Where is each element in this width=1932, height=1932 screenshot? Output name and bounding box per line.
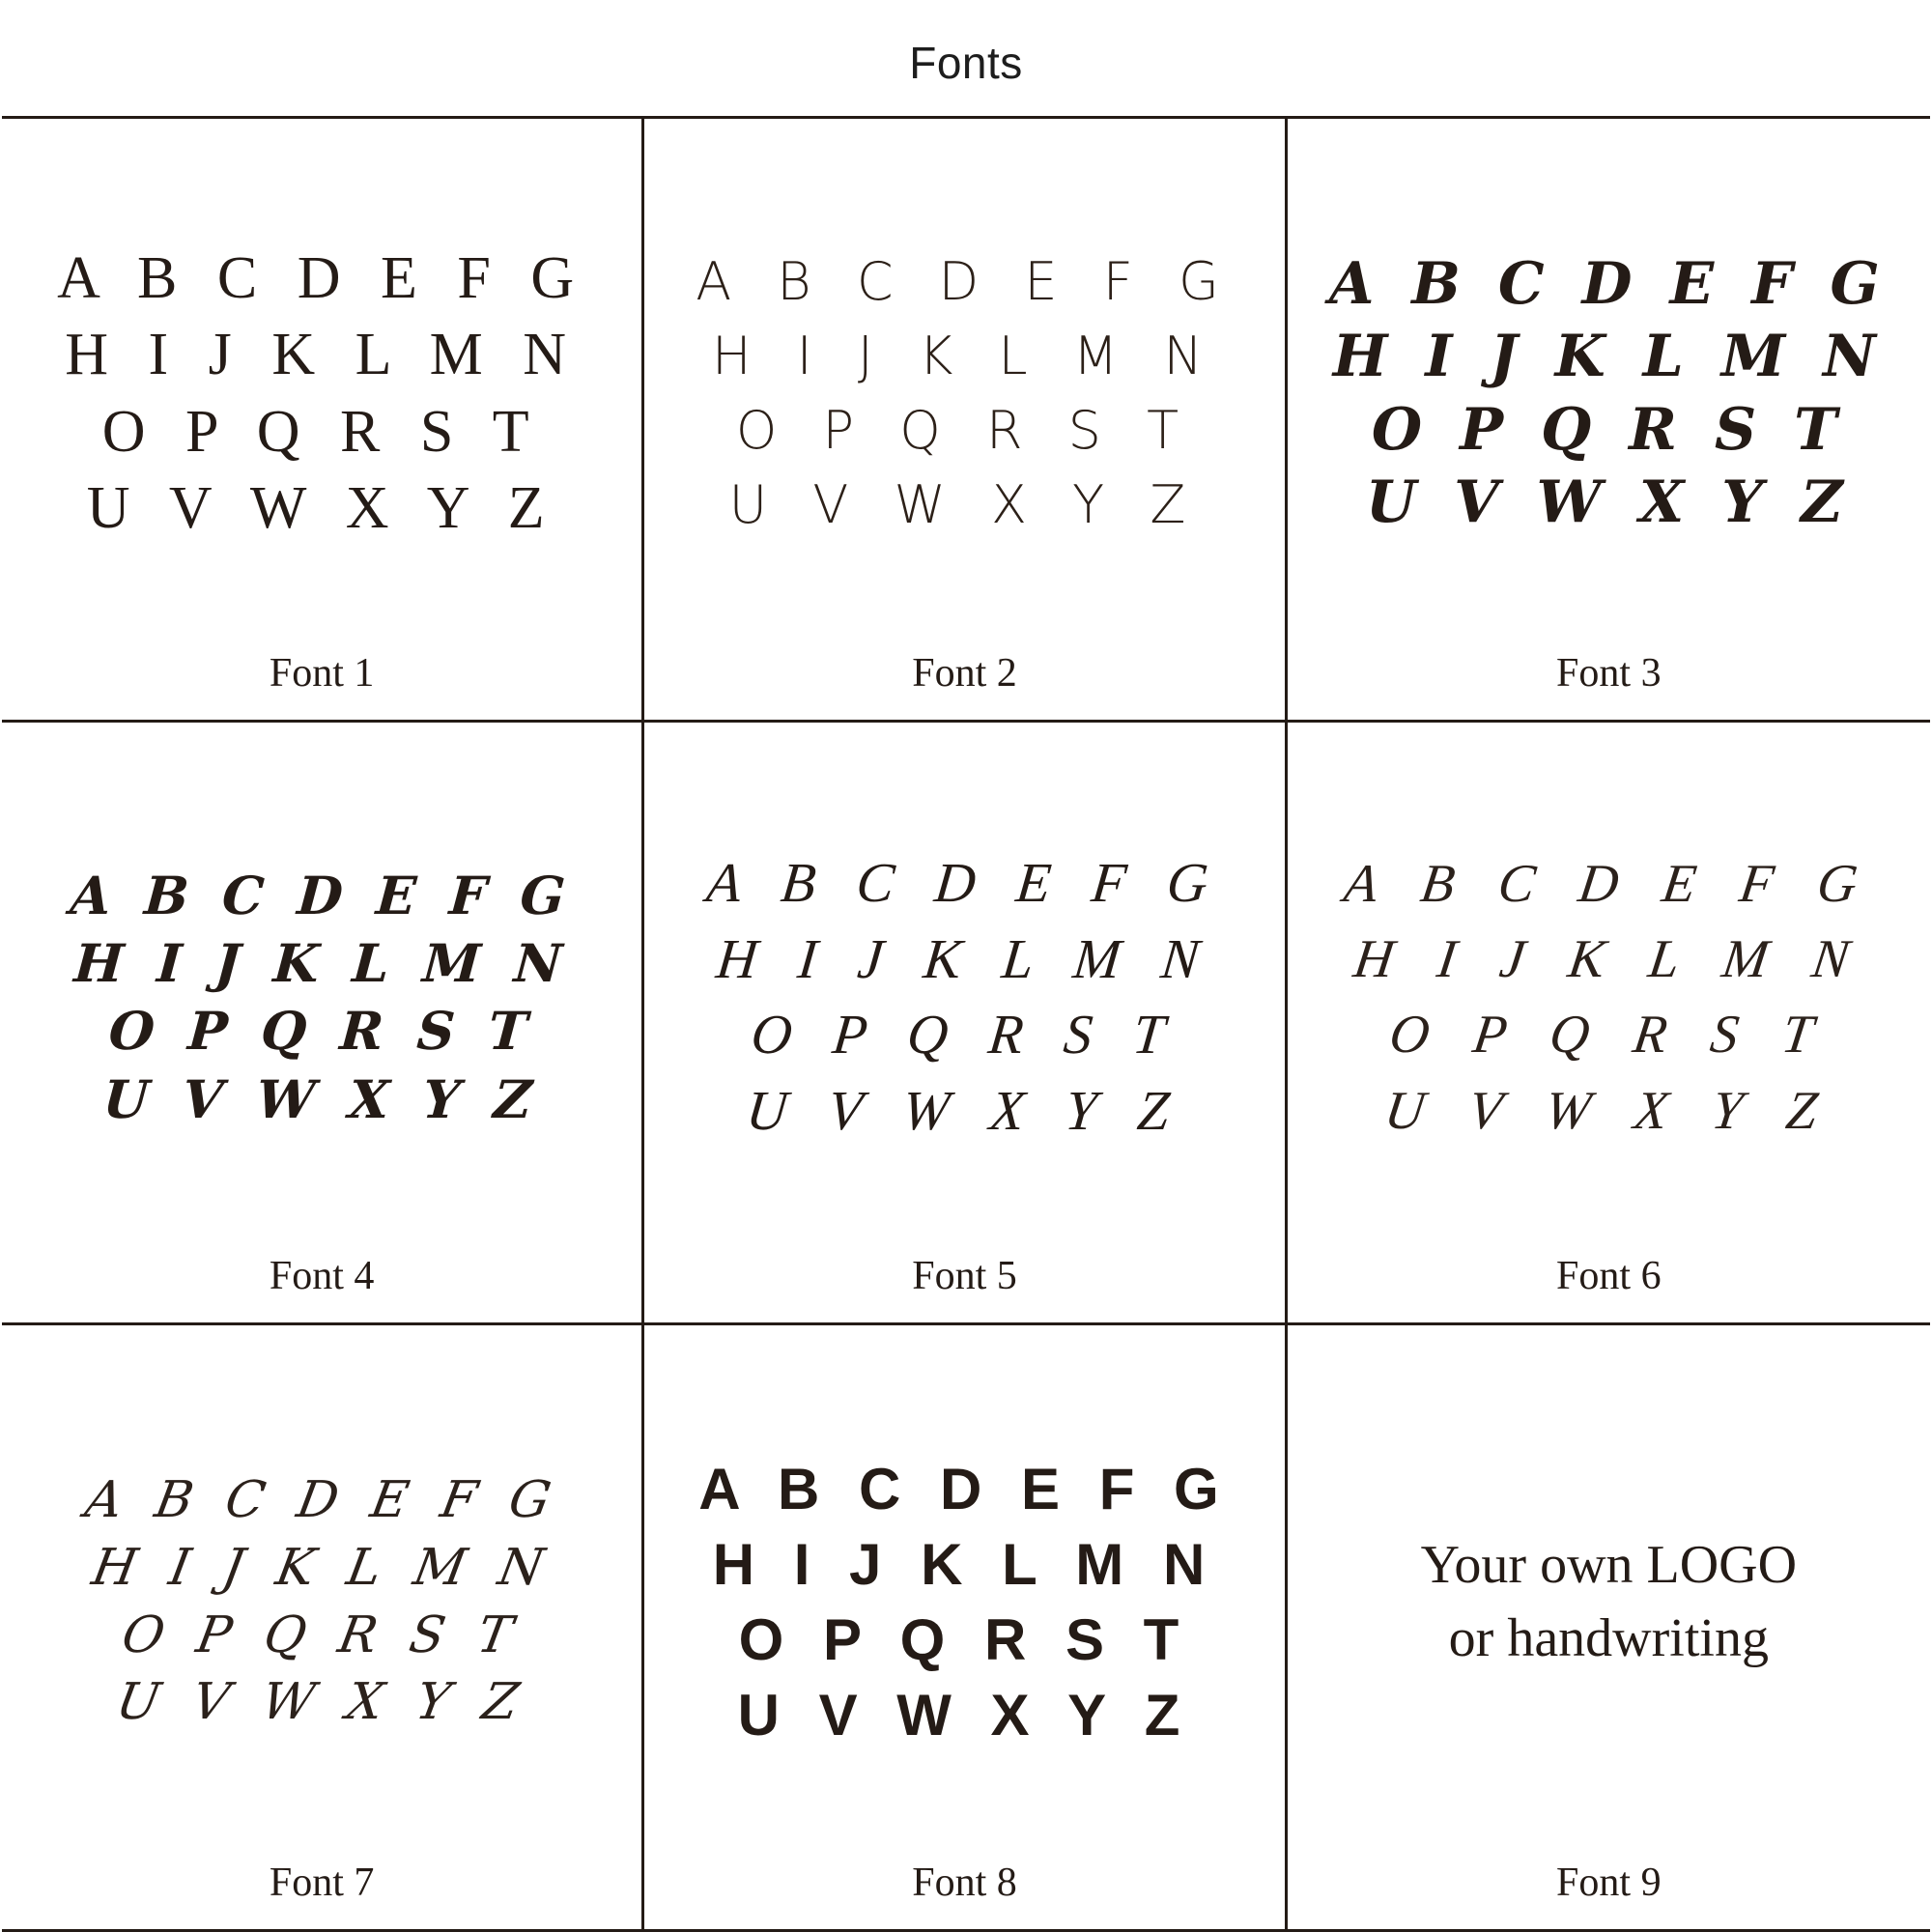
font-7-alphabet (17, 1350, 626, 1854)
font-2-alphabet (660, 144, 1268, 644)
alphabet-line: O P Q R S T (101, 398, 542, 465)
alphabet-line: A B C D E F G (696, 251, 1234, 313)
alphabet-line: A B C D E F G (1340, 853, 1877, 914)
alphabet-line: H I J K L M N (712, 326, 1217, 387)
fonts-grid (2, 116, 1930, 1932)
font-option-3[interactable] (1288, 119, 1930, 723)
alphabet-line: A B C D E F G (698, 1456, 1231, 1521)
alphabet-line: O P Q R S T (738, 1606, 1191, 1672)
custom-note-line: Your own LOGO (1420, 1535, 1798, 1596)
font-option-1[interactable] (2, 119, 644, 723)
alphabet-line: A B C D E F G (1328, 249, 1889, 318)
font-2-label: Font 2 (912, 650, 1017, 696)
alphabet-line: U V W X Y Z (1365, 469, 1852, 537)
alphabet-line: A B C D E F G (57, 245, 587, 312)
alphabet-line: U V W X Y Z (112, 1673, 532, 1732)
font-option-9[interactable] (1288, 1325, 1930, 1929)
font-option-2[interactable] (644, 119, 1287, 723)
font-1-alphabet (17, 144, 626, 644)
page-title: Fonts (909, 38, 1023, 88)
alphabet-line: H I J K L M N (713, 926, 1216, 990)
alphabet-line: A B C D E F G (704, 850, 1226, 914)
font-9-label: Font 9 (1556, 1861, 1662, 1905)
font-3-label: Font 3 (1556, 650, 1662, 696)
font-6-alphabet (1303, 748, 1915, 1248)
alphabet-line: A B C D E F G (69, 865, 576, 927)
font-9-custom-note (1303, 1350, 1915, 1854)
font-5-alphabet (660, 748, 1268, 1248)
font-5-label: Font 5 (912, 1254, 1017, 1299)
custom-note-line: or handwriting (1448, 1607, 1769, 1668)
alphabet-line: H I J K L M N (87, 1538, 557, 1597)
alphabet-line: H I J K L M N (65, 322, 580, 388)
alphabet-line: O P Q R S T (1385, 1005, 1833, 1065)
alphabet-line: H I J K L M N (71, 932, 572, 995)
font-6-label: Font 6 (1556, 1254, 1662, 1299)
alphabet-line: O P Q R S T (735, 399, 1194, 461)
alphabet-line: U V W X Y Z (1380, 1080, 1837, 1141)
alphabet-line: U V W X Y Z (737, 1682, 1192, 1747)
alphabet-line: O P Q R S T (1371, 395, 1846, 464)
font-option-6[interactable] (1288, 723, 1930, 1326)
font-8-alphabet (660, 1350, 1268, 1854)
alphabet-line: O P Q R S T (118, 1605, 526, 1664)
alphabet-line: O P Q R S T (748, 1003, 1181, 1066)
alphabet-line: H I J K L M N (1350, 929, 1868, 990)
alphabet-line: A B C D E F G (80, 1471, 564, 1530)
font-1-label: Font 1 (269, 650, 375, 696)
font-option-4[interactable] (2, 723, 644, 1326)
font-8-label: Font 8 (912, 1861, 1017, 1905)
font-option-8[interactable] (644, 1325, 1287, 1929)
alphabet-line: O P Q R S T (106, 1000, 537, 1063)
alphabet-line: U V W X Y Z (101, 1067, 543, 1130)
font-4-label: Font 4 (269, 1254, 375, 1299)
alphabet-line: U V W X Y Z (743, 1079, 1186, 1143)
alphabet-line: U V W X Y Z (86, 475, 557, 542)
font-option-5[interactable] (644, 723, 1287, 1326)
font-4-alphabet (17, 748, 626, 1248)
alphabet-line: U V W X Y Z (728, 473, 1201, 535)
alphabet-line: H I J K L M N (712, 1531, 1217, 1597)
font-3-alphabet (1303, 144, 1915, 644)
alphabet-line: H I J K L M N (1332, 323, 1885, 391)
font-7-label: Font 7 (269, 1861, 375, 1905)
font-option-7[interactable] (2, 1325, 644, 1929)
